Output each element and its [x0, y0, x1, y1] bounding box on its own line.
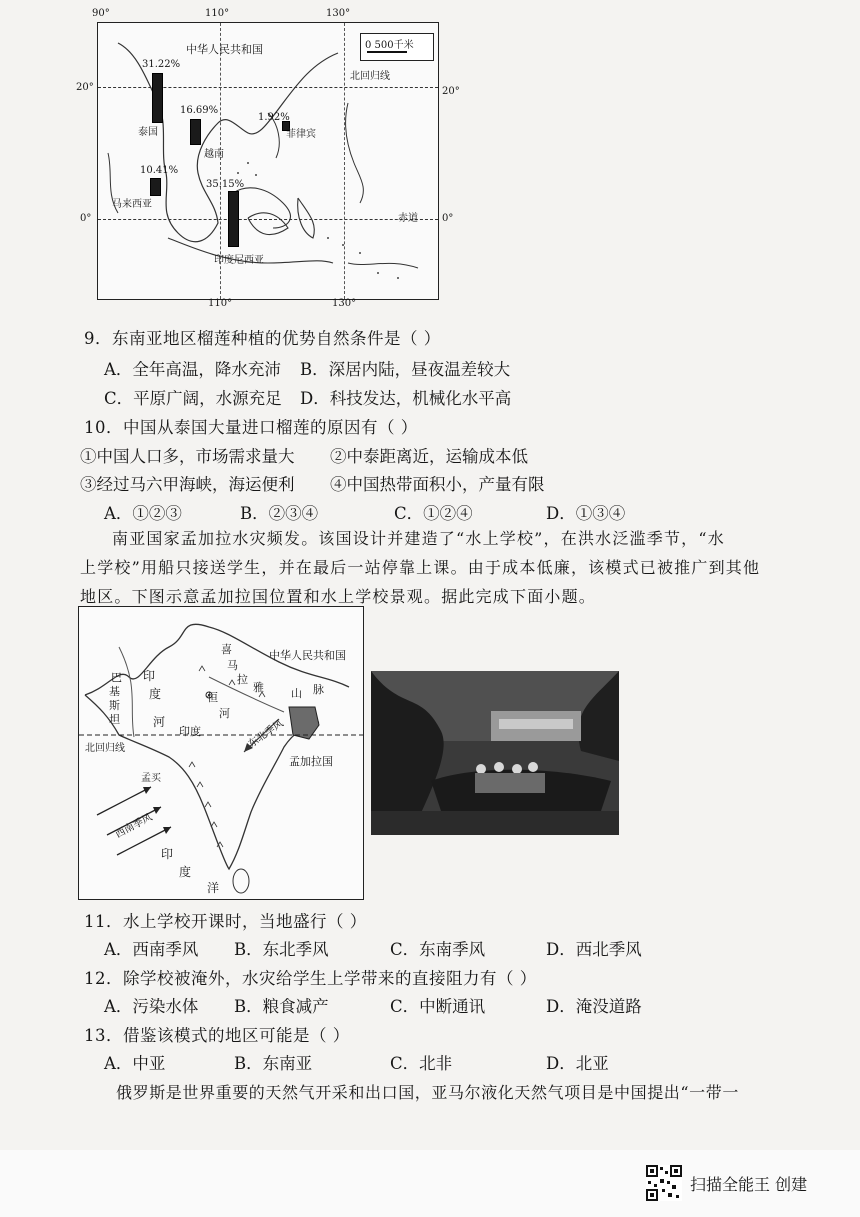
ocean-char-2: 度 [179, 865, 192, 879]
lat-20-right: 20° [442, 86, 460, 97]
q11-option-d: D．西北季风 [546, 940, 642, 959]
q9-option-a: A．全年高温，降水充沛 [104, 360, 281, 379]
q10-option-a: A．①②③ [104, 504, 182, 523]
q12-stem: 12．除学校被淹外，水灾给学生上学带来的直接阻力有（ ） [84, 969, 537, 988]
q10-statement-3: ③经过马六甲海峡，海运便利 [80, 475, 295, 494]
share-thailand: 31.22% [142, 59, 181, 70]
hima-char-5: 山 [291, 687, 302, 700]
lat-20-left: 20° [76, 82, 94, 93]
hima-char-1: 喜 [221, 643, 232, 656]
q11-option-a: A．西南季风 [104, 940, 199, 959]
q9-option-b: B．深居内陆，昼夜温差较大 [300, 360, 511, 379]
pakistan-char-1: 巴 [111, 671, 122, 684]
lon-130-bottom: 130° [332, 298, 357, 309]
ganges-char-1: 恒 [207, 691, 218, 704]
q10-option-c: C．①②④ [394, 504, 473, 523]
q10-statement-2: ②中泰距离近，运输成本低 [330, 447, 528, 466]
q12-option-a: A．污染水体 [104, 997, 199, 1016]
ocean-char-1: 印 [161, 847, 174, 861]
q13-stem: 13．借鉴该模式的地区可能是（ ） [84, 1026, 350, 1045]
lon-110-bottom: 110° [208, 298, 233, 309]
lat-0-right: 0° [442, 213, 454, 224]
share-philippines: 1.92% [258, 112, 290, 123]
q13-option-b: B．东南亚 [234, 1054, 313, 1073]
passage2-line1: 俄罗斯是世界重要的天然气开采和出口国，亚马尔液化天然气项目是中国提出“一带一 [116, 1083, 739, 1102]
india-char-2: 度 [149, 687, 162, 701]
q10-stem: 10．中国从泰国大量进口榴莲的原因有（ ） [84, 418, 418, 437]
passage1-line3: 地区。下图示意孟加拉国位置和水上学校景观。据此完成下面小题。 [80, 587, 597, 606]
ganges-char-2: 河 [219, 707, 230, 720]
ocean-char-3: 洋 [207, 881, 220, 895]
india-label: 印度 [179, 725, 201, 738]
tropic-label: 北回归线 [350, 71, 390, 82]
q10-statement-4: ④中国热带面积小，产量有限 [330, 475, 545, 494]
q12-option-c: C．中断通讯 [390, 997, 486, 1016]
tropic-label-2: 北回归线 [85, 743, 125, 754]
china-label: 中华人民共和国 [186, 43, 263, 56]
q9-option-d: D．科技发达，机械化水平高 [300, 389, 512, 408]
pakistan-char-3: 斯 [109, 699, 120, 712]
hima-char-4: 雅 [253, 681, 264, 694]
q11-option-b: B．东北季风 [234, 940, 329, 959]
vietnam-label: 越南 [204, 149, 224, 160]
thailand-label: 泰国 [138, 127, 158, 138]
bangladesh-label: 孟加拉国 [289, 755, 333, 768]
scale-bar [360, 33, 434, 61]
southeast-asia-map [97, 22, 439, 300]
malaysia-label: 马来西亚 [112, 199, 152, 210]
passage1-line2: 上学校”用船只接送学生，并在最后一站停靠上课。由于成本低廉，该模式已被推广到其他 [80, 558, 761, 577]
bar-thailand [152, 73, 163, 123]
q9-stem: 9．东南亚地区榴莲种植的优势自然条件是（ ） [84, 329, 441, 348]
q12-option-b: B．粮食减产 [234, 997, 329, 1016]
map2-china-label: 中华人民共和国 [269, 649, 346, 662]
hima-char-3: 拉 [237, 673, 248, 686]
q13-option-d: D．北亚 [546, 1054, 609, 1073]
q10-statement-1: ①中国人口多，市场需求量大 [80, 447, 295, 466]
q10-option-d: D．①③④ [546, 504, 626, 523]
hima-char-6: 脉 [313, 683, 324, 696]
share-malaysia: 10.41% [140, 165, 179, 176]
indonesia-label: 印度尼西亚 [214, 255, 264, 266]
floating-school-image [371, 671, 619, 835]
qr-code-icon [646, 1165, 682, 1201]
scanner-watermark: 扫描全能王 创建 [690, 1175, 808, 1194]
q11-option-c: C．东南季风 [390, 940, 486, 959]
scale-label: 0 500千米 [365, 40, 414, 51]
bar-indonesia [228, 191, 239, 247]
q13-option-c: C．北非 [390, 1054, 453, 1073]
q9-option-c: C．平原广阔，水源充足 [104, 389, 282, 408]
lon-130: 130° [326, 8, 351, 19]
lon-90: 90° [92, 8, 110, 19]
pakistan-char-2: 基 [109, 685, 120, 698]
bar-vietnam [190, 119, 201, 145]
hima-char-2: 马 [227, 659, 238, 672]
passage1-line1: 南亚国家孟加拉水灾频发。该国设计并建造了“水上学校”，在洪水泛滥季节，“水 [112, 529, 725, 548]
india-char-1: 印 [143, 669, 156, 683]
mumbai-label: 孟买 [141, 773, 161, 784]
floating-school-photo [371, 671, 619, 835]
ne-monsoon-label: 东北季风 [246, 718, 286, 751]
share-vietnam: 16.69% [180, 105, 219, 116]
q13-option-a: A．中亚 [104, 1054, 166, 1073]
sw-monsoon-label: 西南季风 [113, 812, 155, 841]
q10-option-b: B．②③④ [240, 504, 319, 523]
lon-110: 110° [205, 8, 230, 19]
indus-river-label: 河 [153, 715, 166, 729]
pakistan-char-4: 坦 [109, 713, 120, 726]
philippines-label: 菲律宾 [286, 129, 316, 140]
bar-malaysia [150, 178, 161, 196]
equator-label: 赤道 [398, 213, 418, 224]
q11-stem: 11．水上学校开课时，当地盛行（ ） [84, 912, 367, 931]
q12-option-d: D．淹没道路 [546, 997, 642, 1016]
south-asia-map [78, 606, 364, 900]
share-indonesia: 35.15% [206, 179, 245, 190]
lat-0-left: 0° [80, 213, 92, 224]
